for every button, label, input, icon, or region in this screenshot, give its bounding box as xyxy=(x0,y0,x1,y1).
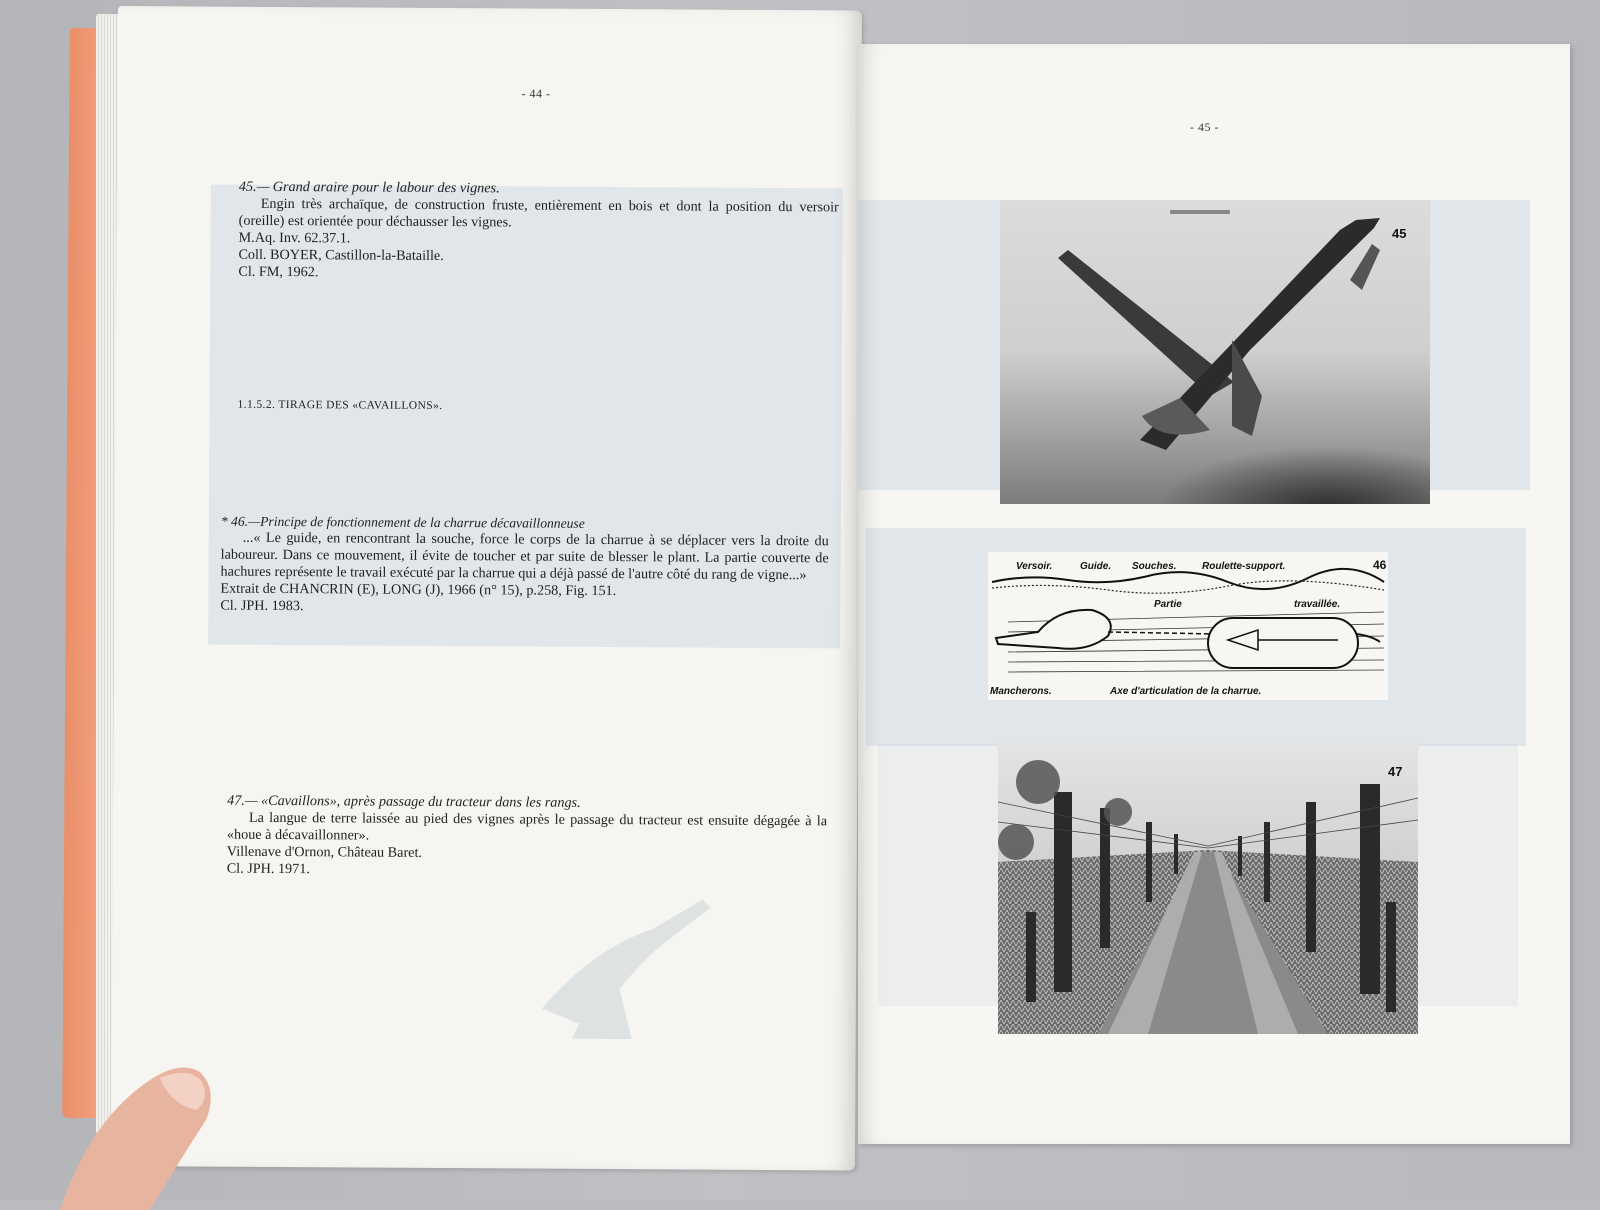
diagram-label-mancherons: Mancherons. xyxy=(990,686,1052,697)
diagram-label-partie: Partie xyxy=(1154,599,1182,610)
figure-47-number: 47 xyxy=(1388,764,1403,779)
right-page[interactable] xyxy=(858,44,1570,1144)
figure-47-photo[interactable] xyxy=(998,742,1418,1034)
diagram-label-souches: Souches. xyxy=(1132,561,1177,572)
caption-45-body: Engin très archaïque, de construction fruste, entièrement en bois et dont la position du versoir (oreille) est orientée pour déchausser les vignes. xyxy=(238,195,839,231)
caption-45-line: Coll. BOYER, Castillon-la-Bataille. xyxy=(238,246,444,264)
caption-46-line: Extrait de CHANCRIN (E), LONG (J), 1966 (n° 15), p.258, Fig. 151. xyxy=(220,580,617,600)
caption-45-line: Cl. FM, 1962. xyxy=(238,263,319,281)
caption-45-line: M.Aq. Inv. 62.37.1. xyxy=(238,229,351,247)
caption-45 xyxy=(238,179,839,285)
caption-46-line: Cl. JPH. 1983. xyxy=(220,597,304,615)
figure-46-diagram[interactable] xyxy=(988,552,1388,700)
caption-46-body: ...« Le guide, en rencontrant la souche, force le corps de la charrue à se déplacer vers la droite du laboureur. Dans ce mouvement, il évite de toucher et par suite de blesser le plant. La partie couverte de hachures représente le travail exécuté par la charrue qui a déjà passé de l'autre côté du rang de vigne...» xyxy=(220,529,829,584)
diagram-label-roulette: Roulette-support. xyxy=(1202,561,1286,572)
caption-47-line: Cl. JPH. 1971. xyxy=(226,860,310,878)
finger xyxy=(30,1060,220,1210)
figure-45-photo[interactable] xyxy=(1000,200,1430,504)
caption-45-title: 45.— Grand araire pour le labour des vignes. xyxy=(238,178,500,197)
caption-47-line: Villenave d'Ornon, Château Baret. xyxy=(226,843,423,861)
caption-47-body: La langue de terre laissée au pied des vignes après le passage du tracteur est ensuite dégagée à la «houe à décavaillonner». xyxy=(226,809,828,844)
caption-46-title: * 46.—Principe de fonctionnement de la charrue décavaillonneuse xyxy=(220,513,585,531)
diagram-label-versoir: Versoir. xyxy=(1016,561,1053,572)
caption-46 xyxy=(220,513,829,619)
figure-45-number: 45 xyxy=(1392,226,1407,241)
caption-47 xyxy=(227,793,828,882)
show-through-plow xyxy=(532,889,723,1040)
section-heading: 1.1.5.2. TIRAGE DES «CAVAILLONS». xyxy=(237,398,443,412)
diagram-label-axe: Axe d'articulation de la charrue. xyxy=(1110,686,1262,697)
caption-47-title: 47.— «Cavaillons», après passage du tracteur dans les rangs. xyxy=(227,792,581,811)
figure-46-number: 46 xyxy=(1373,558,1387,572)
diagram-label-guide: Guide. xyxy=(1080,561,1112,572)
page-number-left: - 44 - xyxy=(521,86,551,101)
left-page[interactable] xyxy=(111,6,862,1171)
page-number-right: - 45 - xyxy=(1190,120,1219,134)
diagram-label-travaillee: travaillée. xyxy=(1294,599,1341,610)
